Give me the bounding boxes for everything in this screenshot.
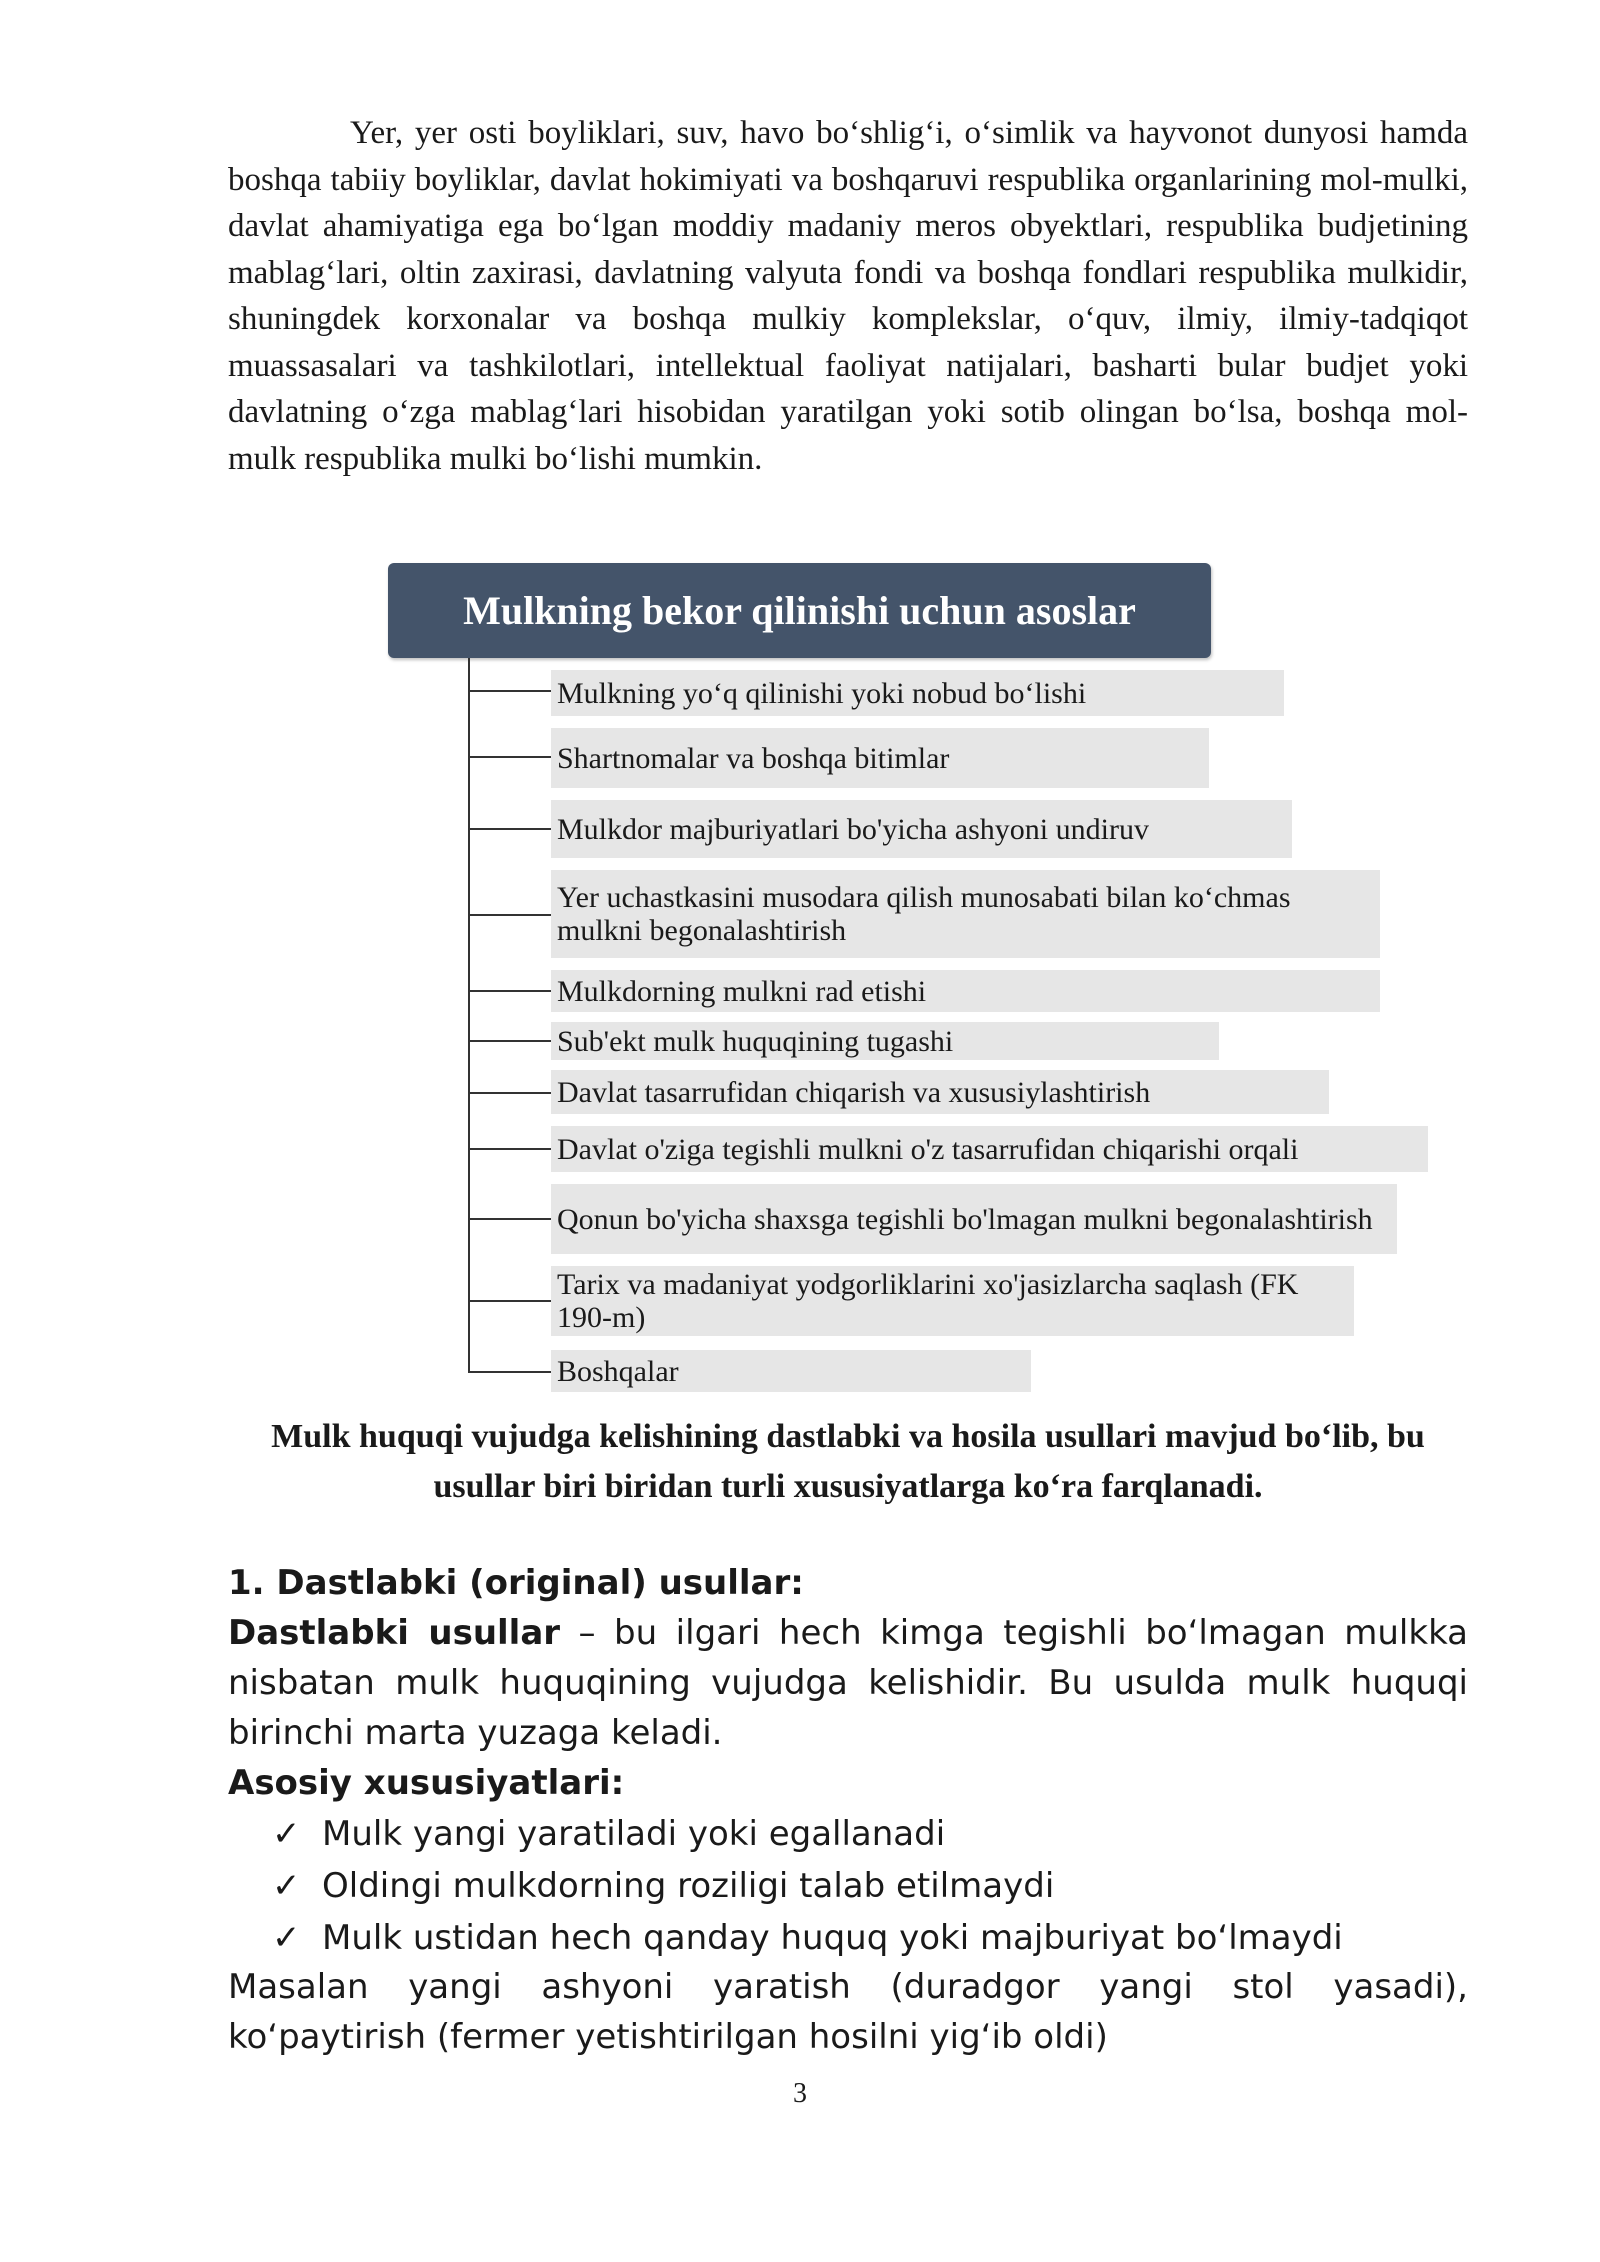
diagram-branch-line: [468, 990, 551, 992]
diagram-branch-line: [468, 690, 551, 692]
diagram-item: Mulkdorning mulkni rad etishi: [551, 970, 1380, 1012]
page-number: 3: [793, 2078, 807, 2109]
definition-paragraph: [228, 1608, 1468, 1758]
diagram-item: Tarix va madaniyat yodgorliklarini xo'jasizlarcha saqlash (FK 190-m): [551, 1266, 1354, 1336]
feature-text: Mulk ustidan hech qanday huquq yoki majburiyat bo‘lmaydi: [322, 1918, 1343, 1958]
diagram-item: Qonun bo'yicha shaxsga tegishli bo'lmagan mulkni begonalashtirish: [551, 1184, 1397, 1254]
diagram-trunk-line: [468, 658, 470, 1373]
definition-term: Dastlabki usullar: [228, 1613, 561, 1653]
diagram-item: Shartnomalar va boshqa bitimlar: [551, 728, 1209, 788]
feature-text: Oldingi mulkdorning roziligi talab etilmaydi: [322, 1866, 1055, 1906]
checkmark-icon: ✓: [272, 1918, 301, 1958]
diagram-branch-line: [468, 914, 551, 916]
section-heading: 1. Dastlabki (original) usullar:: [228, 1563, 804, 1603]
intro-paragraph: Yer, yer osti boyliklari, suv, havo bo‘shlig‘i, o‘simlik va hayvonot dunyosi hamda boshqa tabiiy boyliklar, davlat hokimiyati va boshqaruvi respublika organlarining mol-mulki, davlat ahamiyatiga ega bo‘lgan moddiy madaniy meros obyektlari, respublika budjetining mablag‘lari, oltin zaxirasi, davlatning valyuta fondi va boshqa fondlari respublika mulkidir, shuningdek korxonalar va boshqa mulkiy komplekslar, o‘quv, ilmiy, ilmiy-tadqiqot muassasalari va tashkilotlari, intellektual faoliyat natijalari, basharti bular budjet yoki davlatning o‘zga mablag‘lari hisobidan yaratilgan yoki sotib olingan bo‘lsa, boshqa mol-mulk respublika mulki bo‘lishi mumkin.: [228, 115, 1468, 477]
bold-statement: Mulk huquqi vujudga kelishining dastlabki va hosila usullari mavjud bo‘lib, bu usullar biri biridan turli xususiyatlarga ko‘ra farqlanadi.: [271, 1418, 1425, 1505]
list-item: [272, 1860, 1343, 1912]
diagram-item: Mulkdor majburiyatlari bo'yicha ashyoni undiruv: [551, 800, 1292, 858]
checkmark-icon: ✓: [272, 1866, 301, 1906]
diagram-branch-line: [468, 756, 551, 758]
diagram-branch-line: [468, 1148, 551, 1150]
features-heading: Asosiy xususiyatlari:: [228, 1763, 625, 1803]
diagram-item: Davlat tasarrufidan chiqarish va xususiylashtirish: [551, 1070, 1329, 1114]
diagram-branch-line: [468, 828, 551, 830]
definition-text: – bu ilgari hech kimga tegishli bo‘lmagan mulkka nisbatan mulk huquqining vujudga kelishidir. Bu usulda mulk huquqi birinchi marta yuzaga keladi.: [228, 1613, 1468, 1753]
diagram-item: Davlat o'ziga tegishli mulkni o'z tasarrufidan chiqarishi orqali: [551, 1126, 1428, 1172]
example-paragraph: Masalan yangi ashyoni yaratish (duradgor yangi stol yasadi), ko‘paytirish (fermer yetishtirilgan hosilni yig‘ib oldi): [228, 1967, 1468, 2057]
list-item: [272, 1808, 1343, 1860]
checkmark-icon: ✓: [272, 1814, 301, 1854]
feature-text: Mulk yangi yaratiladi yoki egallanadi: [322, 1814, 946, 1854]
diagram-item: Sub'ekt mulk huquqining tugashi: [551, 1022, 1219, 1060]
diagram-item: Boshqalar: [551, 1350, 1031, 1392]
diagram-branch-line: [468, 1218, 551, 1220]
diagram-item: Yer uchastkasini musodara qilish munosabati bilan ko‘chmas mulkni begonalashtirish: [551, 870, 1380, 958]
features-list: [272, 1808, 1343, 1964]
diagram-branch-line: [468, 1300, 551, 1302]
diagram-title: Mulkning bekor qilinishi uchun asoslar: [388, 563, 1211, 658]
list-item: [272, 1912, 1343, 1964]
diagram-branch-line: [468, 1092, 551, 1094]
diagram-branch-line: [468, 1371, 551, 1373]
diagram-branch-line: [468, 1040, 551, 1042]
diagram-item: Mulkning yo‘q qilinishi yoki nobud bo‘lishi: [551, 670, 1284, 716]
